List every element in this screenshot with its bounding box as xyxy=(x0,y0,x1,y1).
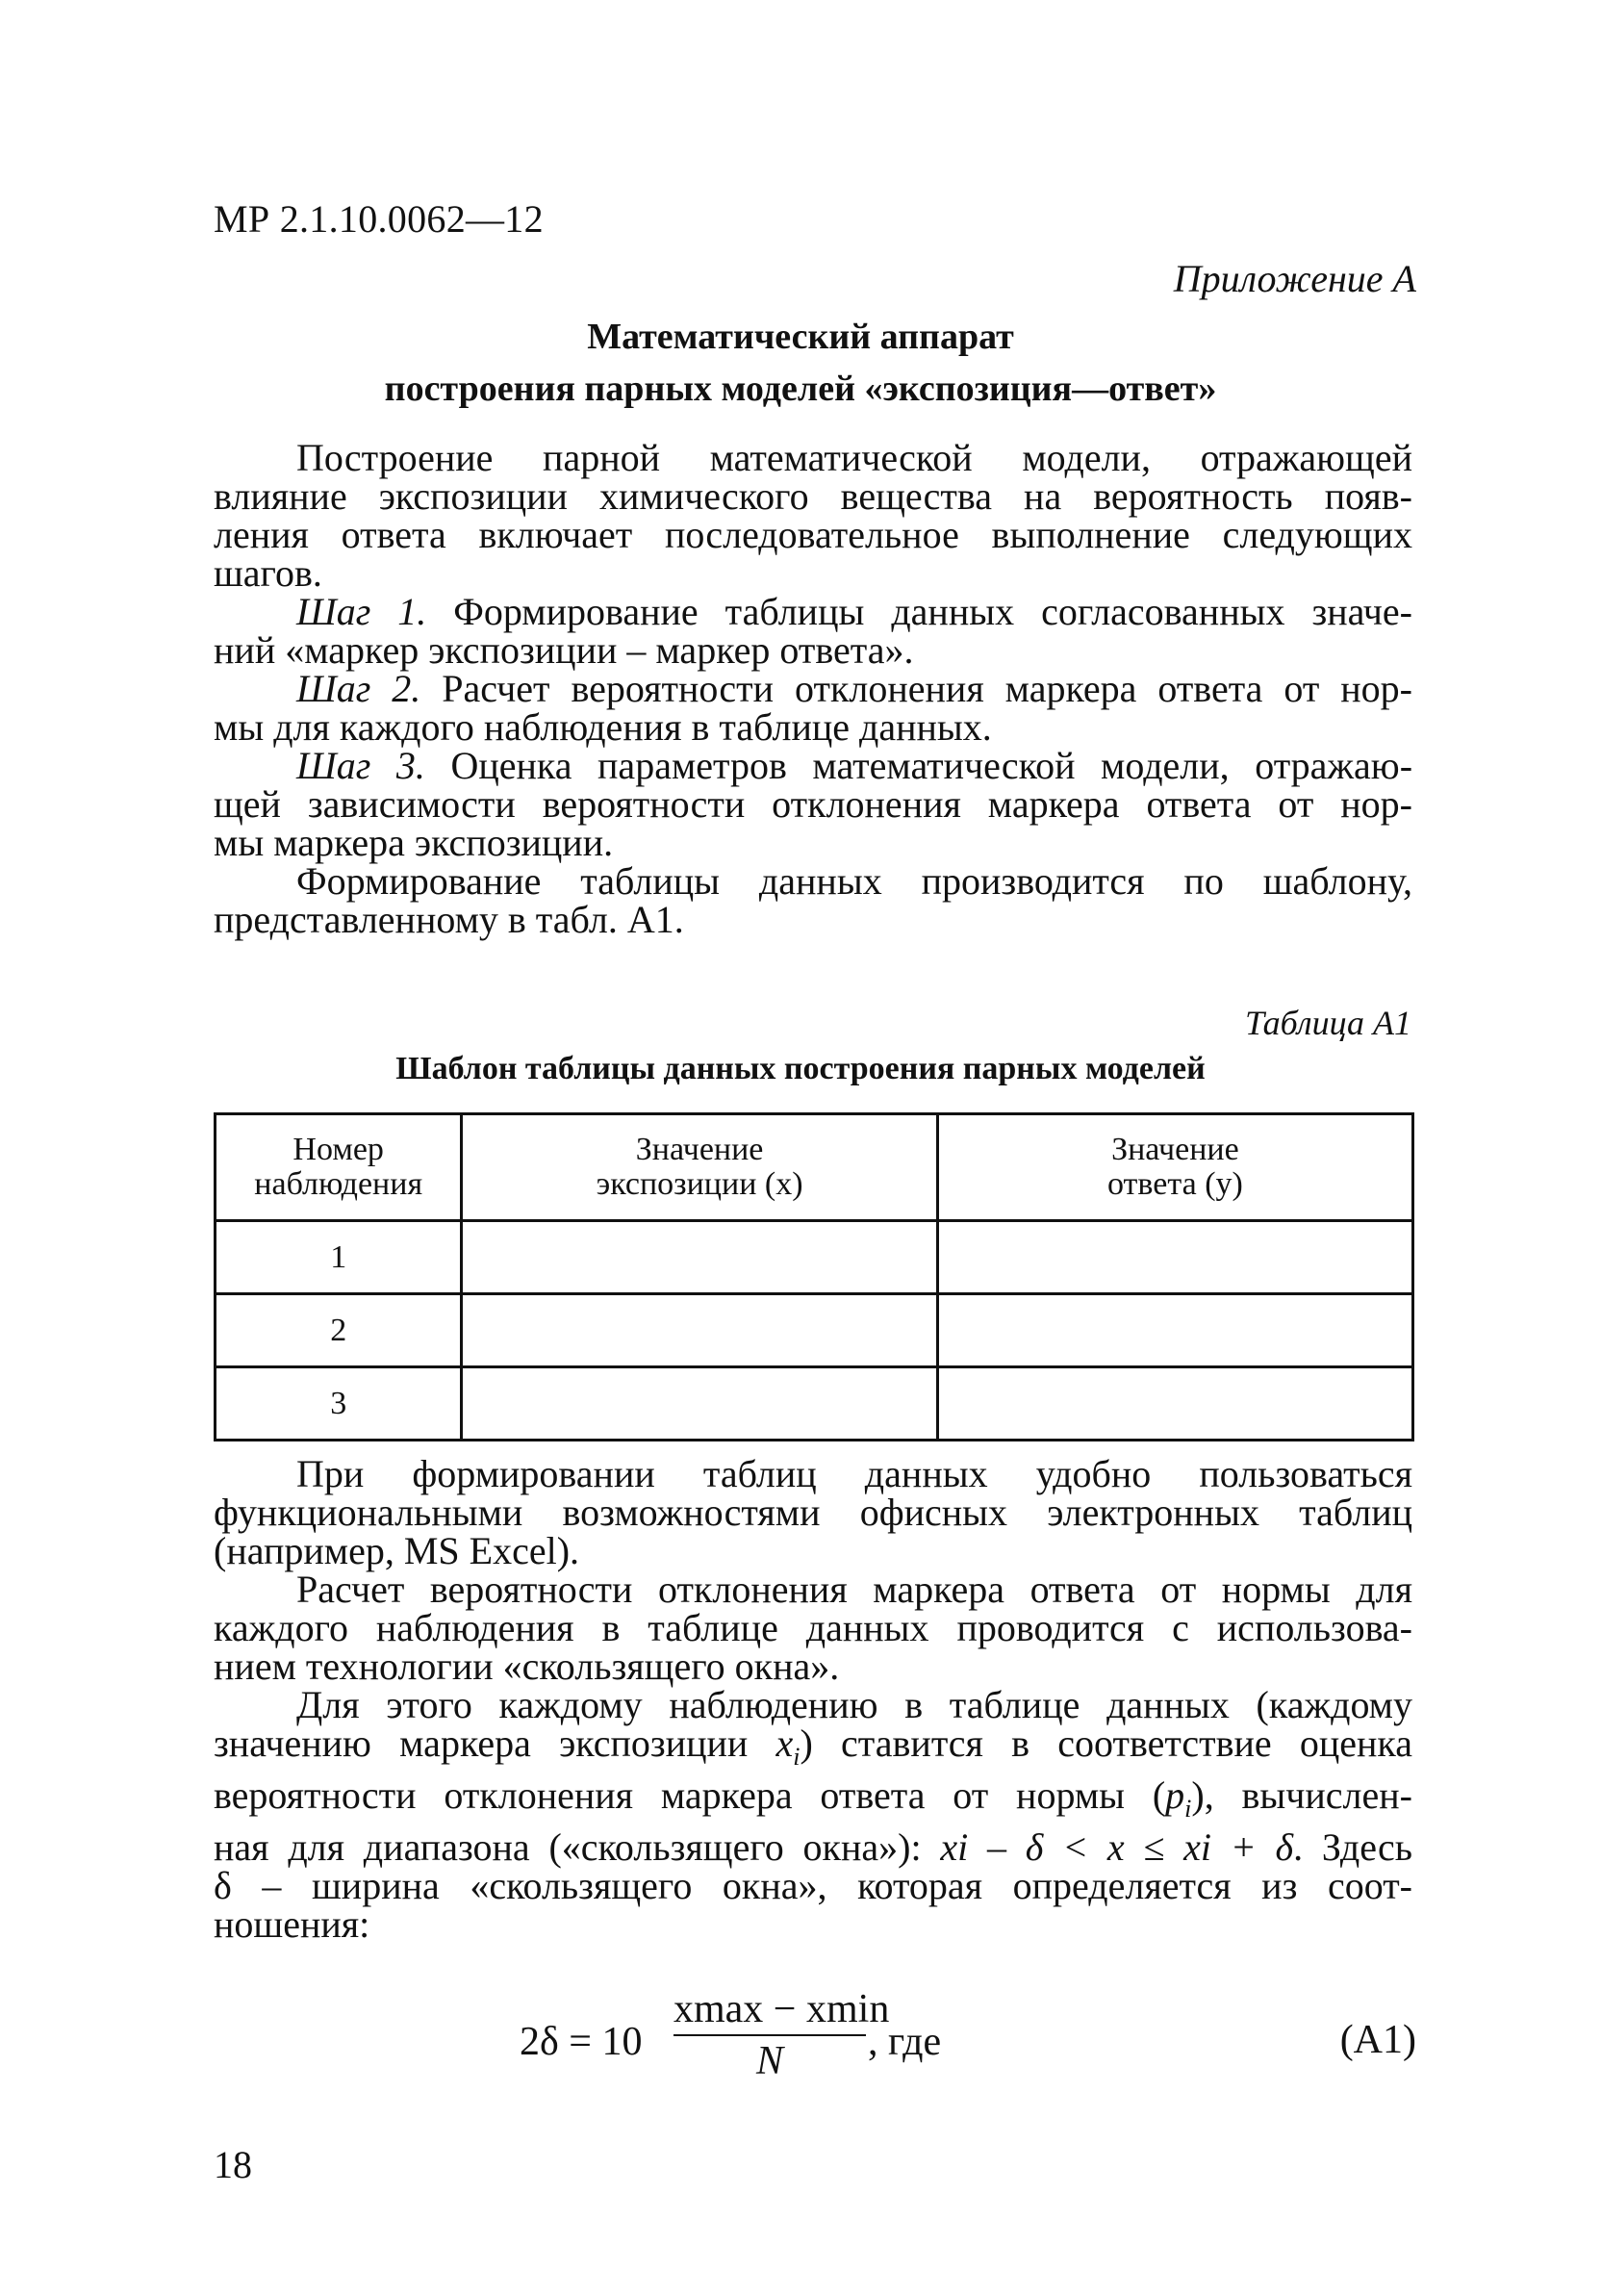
appendix-label: Приложение А xyxy=(1173,257,1416,300)
text-line: функциональными возможностями офисных электронных таблиц xyxy=(214,1491,1412,1534)
table-row xyxy=(216,1221,1413,1294)
text-line: нием технологии «скользящего окна». xyxy=(214,1645,840,1688)
step-1-label: Шаг 1. xyxy=(296,590,427,633)
table-title: Шаблон таблицы данных построения парных моделей xyxy=(395,1051,1206,1086)
text-line: представленному в табл. А1. xyxy=(214,898,684,941)
header-exposure-value: Значение экспозиции (x) xyxy=(462,1114,937,1221)
page-title-line-2: построения парных моделей «экспозиция—ответ» xyxy=(384,369,1217,409)
text-line: ления ответа включает последовательное выполнение следующих xyxy=(214,513,1412,556)
header-observation-number: Номер наблюдения xyxy=(216,1114,462,1221)
page-title-line-1: Математический аппарат xyxy=(587,317,1014,357)
table-cell xyxy=(937,1294,1412,1367)
text-line: Для этого каждому наблюдению в таблице данных (каждому xyxy=(296,1683,1412,1726)
document-code: МР 2.1.10.0062—12 xyxy=(214,197,544,241)
text-line: мы маркера экспозиции. xyxy=(214,821,614,864)
formula-numerator: xmax − xmin xyxy=(673,1986,866,2036)
text-line: При формировании таблиц данных удобно пользоваться xyxy=(296,1452,1412,1495)
equation-number: (А1) xyxy=(1339,2018,1416,2062)
table-header-row xyxy=(216,1114,1413,1221)
text-line: ная для диапазона («скользящего окна»): xi – δ < x ≤ xi + δ. Здесь xyxy=(214,1825,1413,1869)
text-line: вероятности отклонения маркера ответа от нормы $(p_i)$, вычислен- xyxy=(214,1773,1412,1823)
step-1-text: Формирование таблицы данных согласованных значе- xyxy=(426,590,1412,633)
step-3-line xyxy=(214,744,1413,787)
table-cell: 3 xyxy=(216,1367,462,1441)
table-caption: Таблица А1 xyxy=(1244,1004,1411,1042)
text-line: (например, MS Excel). xyxy=(214,1529,580,1572)
step-3-text: Оценка параметров математической модели, отражаю- xyxy=(424,744,1413,787)
intro-paragraph xyxy=(214,436,1413,941)
table-row xyxy=(216,1294,1413,1367)
step-1-line xyxy=(214,590,1412,633)
header-response-value: Значение ответа (y) xyxy=(937,1114,1412,1221)
text-line: ний «маркер экспозиции – маркер ответа». xyxy=(214,628,914,672)
formula-lhs: 2δ = 10 xyxy=(520,2020,643,2064)
text-line: Формирование таблицы данных производится по шаблону, xyxy=(296,859,1412,903)
excel-paragraph xyxy=(214,1452,1413,1946)
table-cell xyxy=(462,1367,937,1441)
data-template-table xyxy=(214,1112,1414,1441)
step-3-label: Шаг 3. xyxy=(296,744,425,787)
text-line: шагов. xyxy=(214,551,322,595)
step-2-line xyxy=(214,667,1413,710)
text-line: Расчет вероятности отклонения маркера ответа от нормы для xyxy=(296,1568,1412,1611)
table-cell xyxy=(462,1294,937,1367)
formula-fraction xyxy=(673,1986,890,2084)
text-line: ношения: xyxy=(214,1902,370,1946)
step-2-label: Шаг 2. xyxy=(296,667,421,710)
formula-denominator: N xyxy=(755,2039,783,2083)
table-cell: 2 xyxy=(216,1294,462,1367)
formula-tail: , где xyxy=(868,2020,942,2064)
step-2-text: Расчет вероятности отклонения маркера ответа от нор- xyxy=(420,667,1413,710)
text-line: значению маркера экспозиции $x_i$) ставится в соответствие оценка xyxy=(214,1722,1412,1771)
table-row xyxy=(216,1367,1413,1441)
table-cell: 1 xyxy=(216,1221,462,1294)
text-line: щей зависимости вероятности отклонения маркера ответа от нор- xyxy=(214,782,1412,826)
table-cell xyxy=(937,1367,1412,1441)
text-line: мы для каждого наблюдения в таблице данных. xyxy=(214,705,992,749)
table-cell xyxy=(462,1221,937,1294)
text-line: влияние экспозиции химического вещества на вероятность появ- xyxy=(214,474,1412,518)
text-line: δ – ширина «скользящего окна», которая определяется из соот- xyxy=(214,1864,1412,1907)
text-line: Построение парной математической модели, отражающей xyxy=(296,436,1412,479)
range-expression: xi – δ < x ≤ xi + δ xyxy=(940,1825,1294,1869)
page-number: 18 xyxy=(214,2143,252,2186)
text-line: каждого наблюдения в таблице данных проводится с использова- xyxy=(214,1606,1412,1649)
table-cell xyxy=(937,1221,1412,1294)
